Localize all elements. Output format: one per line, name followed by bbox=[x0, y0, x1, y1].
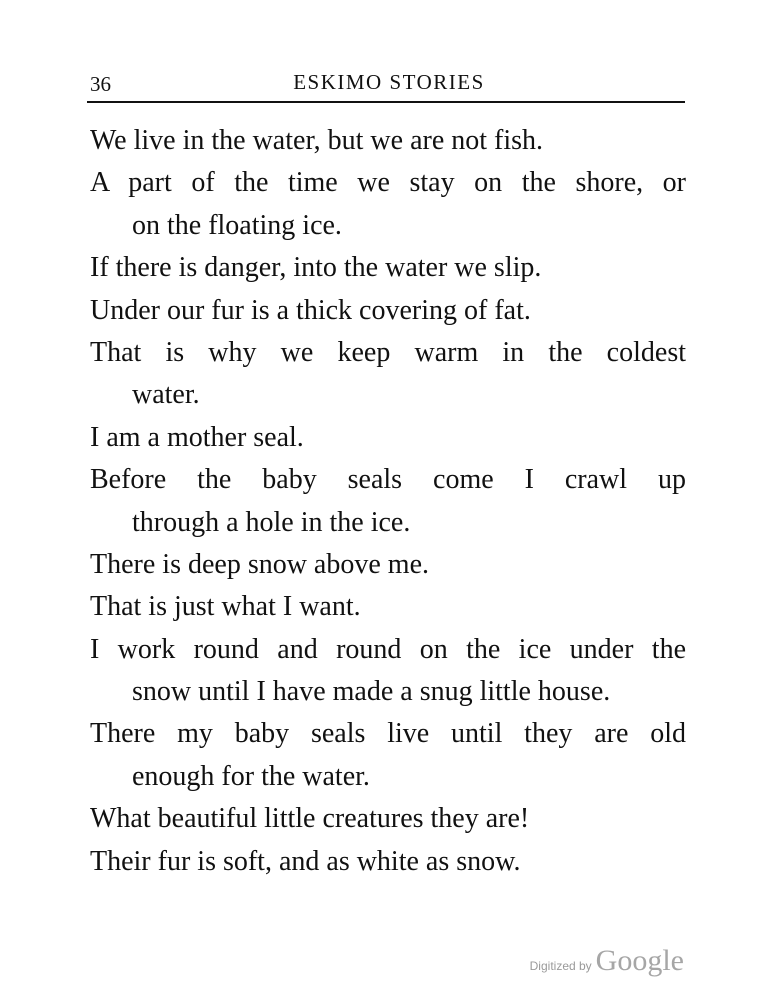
watermark-prefix: Digitized by bbox=[529, 959, 592, 973]
text-line: That is why we keep warm in the coldest bbox=[90, 336, 686, 368]
header-rule bbox=[87, 101, 685, 103]
watermark-brand: Google bbox=[595, 944, 684, 977]
text-line: There my baby seals live until they are old bbox=[90, 718, 686, 750]
text-line: That is just what I want. bbox=[90, 591, 361, 623]
text-line: We live in the water, but we are not fish. bbox=[90, 125, 544, 156]
text-line: There is deep snow above me. bbox=[90, 548, 429, 580]
text-line: on the floating ice. bbox=[132, 209, 342, 241]
running-head-title: ESKIMO STORIES bbox=[293, 70, 485, 94]
text-line: Before the baby seals come I crawl up bbox=[90, 464, 686, 496]
text-line: If there is danger, into the water we slip. bbox=[90, 252, 542, 284]
text-line: What beautiful little creatures they are! bbox=[90, 803, 530, 835]
text-line: I work round and round on the ice under the bbox=[90, 633, 686, 665]
body-text bbox=[90, 120, 686, 883]
text-line: Under our fur is a thick covering of fat. bbox=[90, 294, 531, 326]
text-line: water. bbox=[132, 379, 200, 411]
text-line: enough for the water. bbox=[132, 760, 370, 792]
text-line: snow until I have made a snug little house. bbox=[132, 676, 611, 708]
text-line: through a hole in the ice. bbox=[132, 506, 411, 538]
digitized-watermark bbox=[530, 944, 684, 978]
text-line: Their fur is soft, and as white as snow. bbox=[90, 845, 521, 877]
text-line: I am a mother seal. bbox=[90, 421, 304, 453]
page-number: 36 bbox=[90, 72, 111, 96]
text-line: A part of the time we stay on the shore, or bbox=[90, 167, 686, 199]
